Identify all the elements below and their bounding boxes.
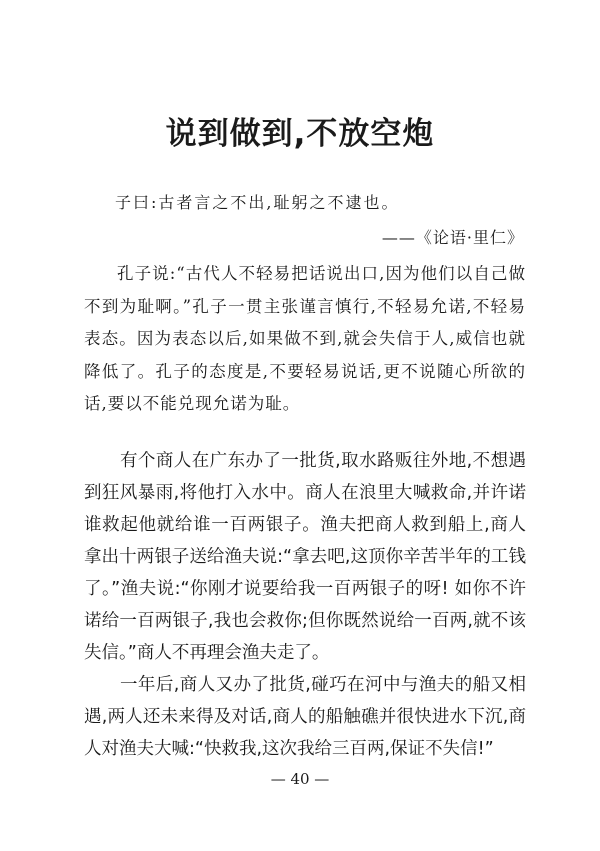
- quote-explanation: 孔子说:“古代人不轻易把话说出口,因为他们以自己做不到为耻啊。”孔子一贯主张谨言慎行,不轻易允诺,不轻易表态。因为表态以后,如果做不到,就会失信于人,威信也就降低了。孔子的态度是,不要轻易说话,更不说随心所欲的话,要以不能兑现允诺为耻。: [84, 264, 526, 413]
- quote-source: ——《论语·里仁》: [381, 228, 524, 247]
- page-title: 说到做到,不放空炮: [165, 116, 435, 152]
- classical-quote: 子曰:古者言之不出,耻躬之不逮也。: [115, 193, 400, 212]
- story-paragraph: 一年后,商人又办了批货,碰巧在河中与渔夫的船又相遇,两人还未来得及对话,商人的船触礁并很快进水下沉,商人对渔夫大喊:“快救我,这次我给三百两,保证不失信!”: [84, 675, 526, 759]
- story-paragraph: 有个商人在广东办了一批货,取水路贩往外地,不想遇到狂风暴雨,将他打入水中。商人在浪里大喊救命,并许诺谁救起他就给谁一百两银子。渔夫把商人救到船上,商人拿出十两银子送给渔夫说:“拿去吧,这顶你辛苦半年的工钱了。”渔夫说:“你刚才说要给我一百两银子的呀! 如你不许诺给一百两银子,我也会救你;但你既然说给一百两,就不该失信。”商人不再理会渔夫走了。: [84, 451, 526, 663]
- page-number: — 40 —: [270, 770, 330, 788]
- story-section: [84, 445, 526, 765]
